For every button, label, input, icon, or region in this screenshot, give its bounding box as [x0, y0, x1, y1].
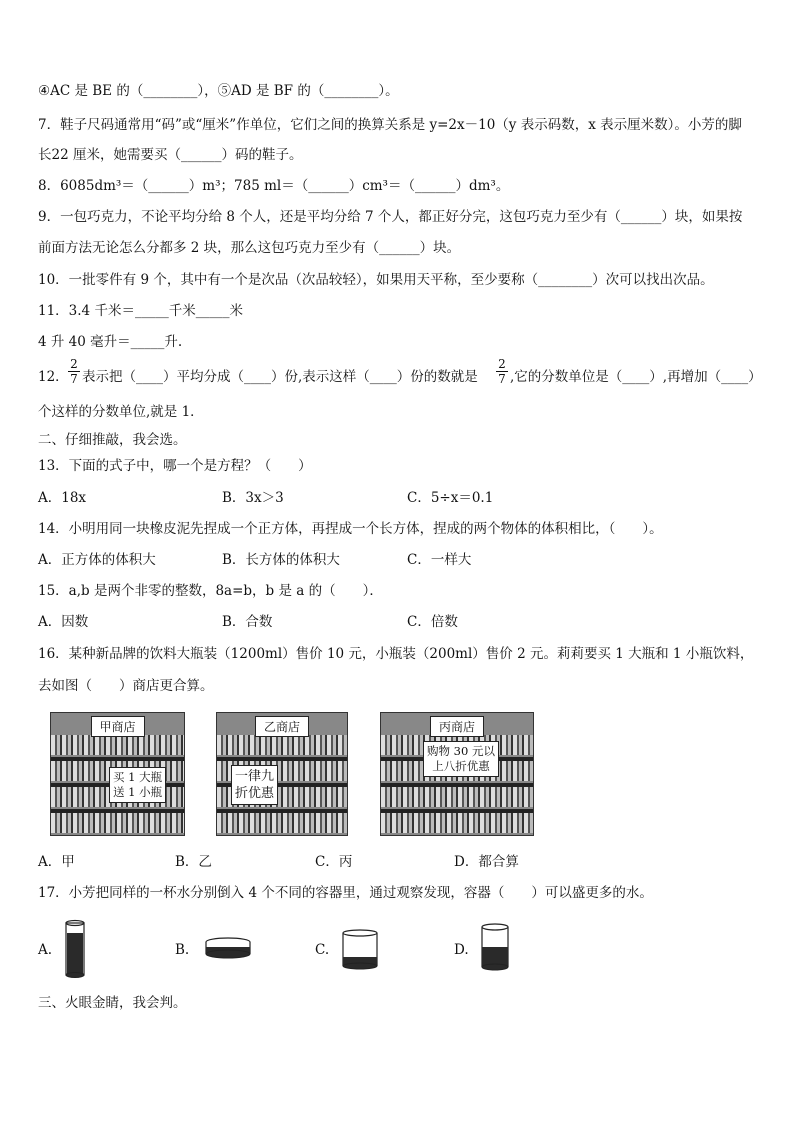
fraction-denominator: 7 [70, 372, 78, 386]
q13-option-a[interactable]: A．18x [38, 490, 87, 506]
q14-option-a[interactable]: A．正方体的体积大 [38, 552, 156, 568]
q7-line-1: 7．鞋子尺码通常用“码”或“厘米”作单位，它们之间的换算关系是 y=2x－10（y 表示码数，x 表示厘米数）。小芳的脚 [38, 117, 742, 133]
q14-option-c[interactable]: C．一样大 [407, 552, 472, 568]
store-bing-poster [423, 741, 499, 777]
q17-option-d[interactable]: D. [454, 942, 469, 958]
q14: 14．小明用同一块橡皮泥先捏成一个正方体，再捏成一个长方体，捏成的两个物体的体积相比，（ ）。 [38, 521, 663, 537]
q17-option-c[interactable]: C. [315, 942, 330, 958]
q14-option-b[interactable]: B．长方体的体积大 [222, 552, 340, 568]
q16-option-c[interactable]: C．丙 [315, 854, 353, 870]
store-bing-image [380, 712, 534, 836]
section-2-heading: 二、仔细推敲，我会选。 [38, 432, 187, 448]
q17-option-b[interactable]: B. [175, 942, 190, 958]
q6-continuation: ④AC 是 BE 的（________），⑤AD 是 BF 的（________）。 [38, 83, 399, 99]
q16-line-1: 16．某种新品牌的饮料大瓶装（1200ml）售价 10 元，小瓶装（200ml）售价 2 元。莉莉要买 1 大瓶和 1 小瓶饮料， [38, 646, 754, 662]
fraction-numerator: 2 [68, 357, 80, 372]
q17: 17．小芳把同样的一杯水分别倒入 4 个不同的容器里，通过观察发现，容器（ ）可以盛更多的水。 [38, 885, 653, 901]
fraction-numerator: 2 [496, 357, 508, 372]
store-yi-image [216, 712, 348, 836]
q16-option-d[interactable]: D．都合算 [454, 854, 519, 870]
q9-line-2: 前面方法无论怎么分都多 2 块，那么这包巧克力至少有（______）块。 [38, 240, 461, 256]
q12-end: ,它的分数单位是（____）,再增加（____） [510, 369, 762, 385]
q15-option-b[interactable]: B．合数 [222, 614, 273, 630]
poster-line-2: 上八折优惠 [432, 759, 490, 773]
store-jia-sign: 甲商店 [90, 716, 144, 737]
q12-fraction-2 [496, 357, 508, 386]
q17-option-a[interactable]: A. [38, 942, 53, 958]
poster-line-1: 购物 30 元以 [427, 744, 495, 758]
poster-line-1: 买 1 大瓶 [113, 770, 163, 784]
store-yi-poster [231, 765, 278, 805]
q16-line-2: 去如图（ ）商店更合算。 [38, 678, 214, 694]
q12-middle: 表示把（____）平均分成（____）份,表示这样（____）份的数就是 [82, 369, 478, 385]
store-bing-sign: 丙商店 [430, 716, 484, 737]
medium-cup-icon [479, 922, 511, 974]
wide-beaker-icon [340, 928, 380, 972]
fraction-denominator: 7 [498, 372, 506, 386]
q12-line-2: 个这样的分数单位,就是 1． [38, 404, 204, 420]
q16-option-a[interactable]: A．甲 [38, 854, 75, 870]
section-3-heading: 三、火眼金睛，我会判。 [38, 995, 187, 1011]
q13: 13．下面的式子中，哪一个是方程？（ ） [38, 458, 312, 474]
q13-option-b[interactable]: B．3x＞3 [222, 490, 284, 506]
q13-option-c[interactable]: C．5÷x＝0.1 [407, 490, 494, 506]
q10: 10．一批零件有 9 个，其中有一个是次品（次品较轻），如果用天平称，至少要称（________）次可以找出次品。 [38, 272, 714, 288]
q11-line-2: 4 升 40 毫升＝_____升. [38, 334, 183, 350]
poster-line-2: 送 1 小瓶 [113, 785, 163, 799]
q11-line-1: 11．3.4 千米＝_____千米_____米 [38, 303, 243, 319]
q16-option-b[interactable]: B．乙 [175, 854, 212, 870]
flat-wide-dish-icon [203, 936, 253, 960]
store-jia-image [50, 712, 185, 836]
store-jia-poster [109, 767, 166, 803]
q7-line-2: 长22 厘米，她需要买（______）码的鞋子。 [38, 147, 303, 163]
poster-line-2: 折优惠 [235, 786, 275, 801]
q15: 15．a,b 是两个非零的整数，8a=b，b 是 a 的（ ）． [38, 583, 383, 599]
poster-line-1: 一律九 [235, 769, 275, 784]
tall-narrow-glass-icon [64, 919, 86, 979]
q12-number: 12． [38, 369, 69, 385]
q8: 8．6085dm³＝（______）m³；785 ml＝（______）cm³＝（______）dm³。 [38, 178, 510, 194]
q15-option-c[interactable]: C．倍数 [407, 614, 458, 630]
q9-line-1: 9．一包巧克力，不论平均分给 8 个人，还是平均分给 7 个人，都正好分完，这包巧克力至少有（______）块，如果按 [38, 209, 743, 225]
store-yi-sign: 乙商店 [255, 716, 309, 737]
q12-fraction-1 [68, 357, 80, 386]
q15-option-a[interactable]: A．因数 [38, 614, 89, 630]
